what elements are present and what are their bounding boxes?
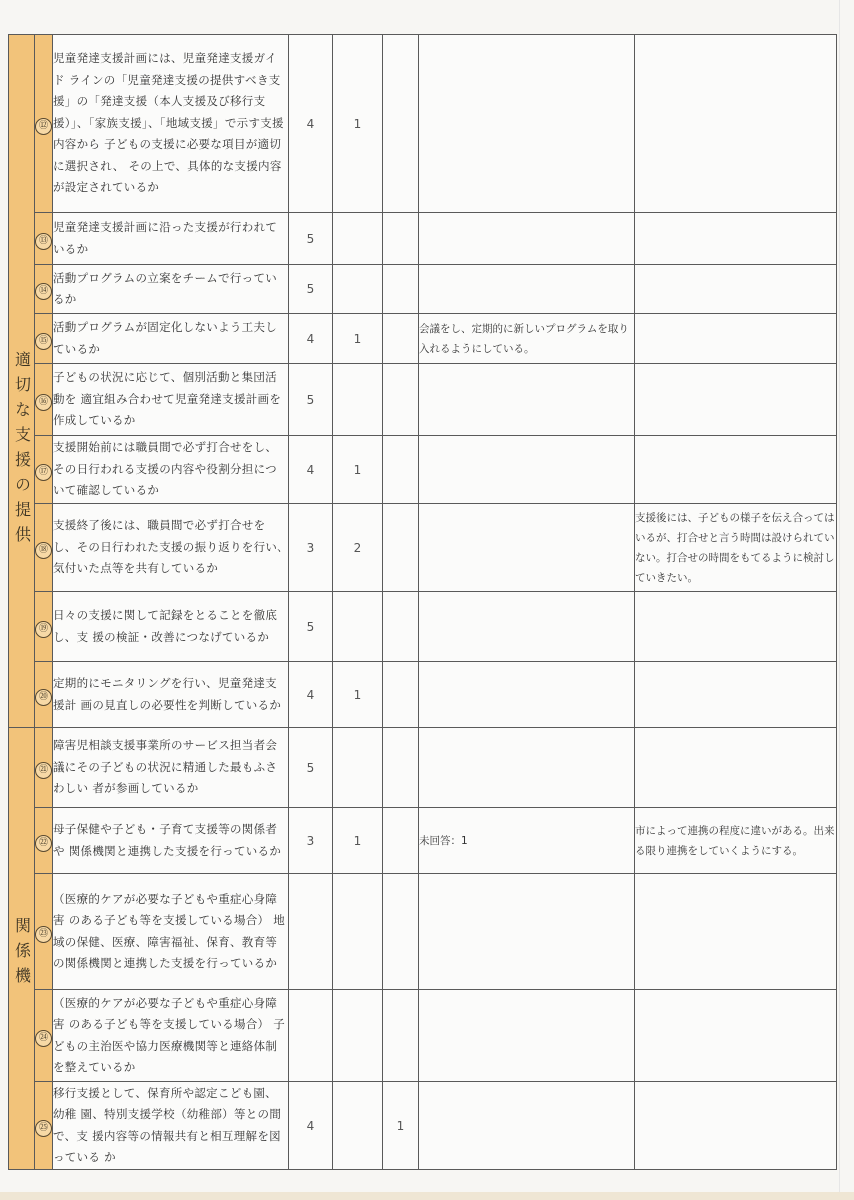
item-number-cell	[35, 436, 53, 504]
count-partly: 1	[333, 314, 383, 364]
parent-comment	[419, 592, 635, 662]
count-no	[383, 436, 419, 504]
parent-comment	[419, 436, 635, 504]
question-text: 児童発達支援計画には、児童発達支援ガイド ラインの「児童発達支援の提供すべき支援」の「発達支援（本人支援及び移行支援）」、「家族支援」、「地域支援」で示す支援内容から 子どもの支援に必要な項目が適切に選択され、 その上で、具体的な支援内容が設定されているか	[53, 35, 289, 213]
count-yes: 4	[289, 436, 333, 504]
count-partly: 1	[333, 808, 383, 874]
facility-comment	[635, 314, 837, 364]
count-yes	[289, 874, 333, 990]
table-row	[9, 213, 837, 265]
question-text: （医療的ケアが必要な子どもや重症心身障害 のある子ども等を支援している場合） 子どもの主治医や協力医療機関等と連絡体制 を整えているか	[53, 990, 289, 1082]
parent-comment	[419, 265, 635, 314]
count-partly	[333, 990, 383, 1082]
count-partly	[333, 265, 383, 314]
count-no	[383, 874, 419, 990]
facility-comment	[635, 436, 837, 504]
parent-comment	[419, 35, 635, 213]
parent-comment	[419, 504, 635, 592]
parent-comment: 未回答：1	[419, 808, 635, 874]
category-cell	[9, 35, 35, 728]
count-partly: 1	[333, 662, 383, 728]
count-no	[383, 990, 419, 1082]
parent-comment	[419, 728, 635, 808]
facility-comment	[635, 728, 837, 808]
count-yes	[289, 990, 333, 1082]
count-partly: 1	[333, 436, 383, 504]
parent-comment	[419, 874, 635, 990]
count-yes: 4	[289, 314, 333, 364]
count-yes: 5	[289, 265, 333, 314]
count-yes: 5	[289, 592, 333, 662]
item-number-badge: ⑰	[35, 464, 52, 481]
count-partly: 1	[333, 35, 383, 213]
item-number-cell	[35, 662, 53, 728]
table-row	[9, 436, 837, 504]
count-no	[383, 265, 419, 314]
category-label: 関係機	[12, 917, 32, 992]
item-number-cell	[35, 592, 53, 662]
item-number-badge: ⑳	[35, 689, 52, 706]
table-row	[9, 1082, 837, 1170]
item-number-badge: ⑱	[35, 542, 52, 559]
facility-comment	[635, 592, 837, 662]
item-number-cell	[35, 364, 53, 436]
item-number-cell	[35, 314, 53, 364]
count-yes: 4	[289, 35, 333, 213]
table-row	[9, 314, 837, 364]
page-edge-line	[839, 0, 840, 1200]
item-number-badge: ㉕	[35, 1120, 52, 1137]
item-number-badge: ㉒	[35, 835, 52, 852]
item-number-cell	[35, 1082, 53, 1170]
count-no	[383, 364, 419, 436]
facility-comment	[635, 35, 837, 213]
count-yes: 4	[289, 662, 333, 728]
item-number-cell	[35, 728, 53, 808]
table-row	[9, 728, 837, 808]
question-text: 活動プログラムが固定化しないよう工夫しているか	[53, 314, 289, 364]
question-text: 児童発達支援計画に沿った支援が行われているか	[53, 213, 289, 265]
question-text: 子どもの状況に応じて、個別活動と集団活動を 適宜組み合わせて児童発達支援計画を作成しているか	[53, 364, 289, 436]
item-number-badge: ㉔	[35, 1030, 52, 1047]
table-row	[9, 662, 837, 728]
question-text: 支援終了後には、職員間で必ず打合せをし、その日行われた支援の振り返りを行い､気付いた点等を共有しているか	[53, 504, 289, 592]
count-yes: 5	[289, 364, 333, 436]
question-text: （医療的ケアが必要な子どもや重症心身障害 のある子ども等を支援している場合） 地域の保健、医療、障害福祉、保育、教育等 の関係機関と連携した支援を行っているか	[53, 874, 289, 990]
item-number-cell	[35, 808, 53, 874]
count-yes: 5	[289, 213, 333, 265]
count-no	[383, 504, 419, 592]
count-no	[383, 35, 419, 213]
count-no	[383, 213, 419, 265]
table-row	[9, 808, 837, 874]
table-row	[9, 874, 837, 990]
item-number-cell	[35, 265, 53, 314]
count-partly	[333, 728, 383, 808]
item-number-badge: ⑫	[35, 118, 52, 135]
page-bottom-strip	[0, 1192, 854, 1200]
item-number-cell	[35, 213, 53, 265]
parent-comment	[419, 990, 635, 1082]
facility-comment	[635, 1082, 837, 1170]
facility-comment	[635, 364, 837, 436]
count-partly	[333, 592, 383, 662]
count-yes: 4	[289, 1082, 333, 1170]
item-number-cell	[35, 35, 53, 213]
count-no	[383, 728, 419, 808]
table-row	[9, 265, 837, 314]
count-no	[383, 662, 419, 728]
facility-comment	[635, 874, 837, 990]
facility-comment: 支援後には、子どもの様子を伝え合ってはいるが、打合せと言う時間は設けられていない。打合せの時間をもてるように検討していきたい。	[635, 504, 837, 592]
question-text: 活動プログラムの立案をチームで行っているか	[53, 265, 289, 314]
question-text: 移行支援として、保育所や認定こども園、幼稚 園、特別支援学校（幼稚部）等との間で、支 援内容等の情報共有と相互理解を図っている か	[53, 1082, 289, 1170]
count-partly	[333, 1082, 383, 1170]
count-no: 1	[383, 1082, 419, 1170]
parent-comment	[419, 364, 635, 436]
item-number-cell	[35, 990, 53, 1082]
item-number-badge: ㉑	[35, 762, 52, 779]
item-number-badge: ⑯	[35, 394, 52, 411]
item-number-badge: ⑲	[35, 621, 52, 638]
facility-comment	[635, 265, 837, 314]
count-yes: 3	[289, 808, 333, 874]
item-number-badge: ㉓	[35, 926, 52, 943]
evaluation-sheet	[8, 34, 836, 1170]
facility-comment	[635, 662, 837, 728]
question-text: 支援開始前には職員間で必ず打合せをし、その日行われる支援の内容や役割分担について確認しているか	[53, 436, 289, 504]
parent-comment	[419, 1082, 635, 1170]
facility-comment: 市によって連携の程度に違いがある。出来る限り連携をしていくようにする。	[635, 808, 837, 874]
count-no	[383, 808, 419, 874]
table-row	[9, 990, 837, 1082]
count-partly	[333, 213, 383, 265]
question-text: 障害児相談支援事業所のサービス担当者会 議にその子どもの状況に精通した最もふさわしい 者が参画しているか	[53, 728, 289, 808]
count-no	[383, 314, 419, 364]
table-row	[9, 504, 837, 592]
evaluation-table	[8, 34, 837, 1170]
item-number-cell	[35, 504, 53, 592]
item-number-badge: ⑭	[35, 283, 52, 300]
category-cell	[9, 728, 35, 1170]
table-row	[9, 592, 837, 662]
question-text: 定期的にモニタリングを行い、児童発達支援計 画の見直しの必要性を判断しているか	[53, 662, 289, 728]
count-no	[383, 592, 419, 662]
question-text: 母子保健や子ども・子育て支援等の関係者や 関係機関と連携した支援を行っているか	[53, 808, 289, 874]
count-partly	[333, 874, 383, 990]
count-yes: 3	[289, 504, 333, 592]
parent-comment: 会議をし、定期的に新しいプログラムを取り入れるようにしている。	[419, 314, 635, 364]
facility-comment	[635, 990, 837, 1082]
item-number-cell	[35, 874, 53, 990]
facility-comment	[635, 213, 837, 265]
table-row	[9, 35, 837, 213]
parent-comment	[419, 662, 635, 728]
count-yes: 5	[289, 728, 333, 808]
category-label: 適切な支援の提供	[12, 351, 32, 551]
item-number-badge: ⑮	[35, 333, 52, 350]
count-partly	[333, 364, 383, 436]
table-row	[9, 364, 837, 436]
count-partly: 2	[333, 504, 383, 592]
parent-comment	[419, 213, 635, 265]
question-text: 日々の支援に関して記録をとることを徹底し、支 援の検証・改善につなげているか	[53, 592, 289, 662]
item-number-badge: ⑬	[35, 233, 52, 250]
